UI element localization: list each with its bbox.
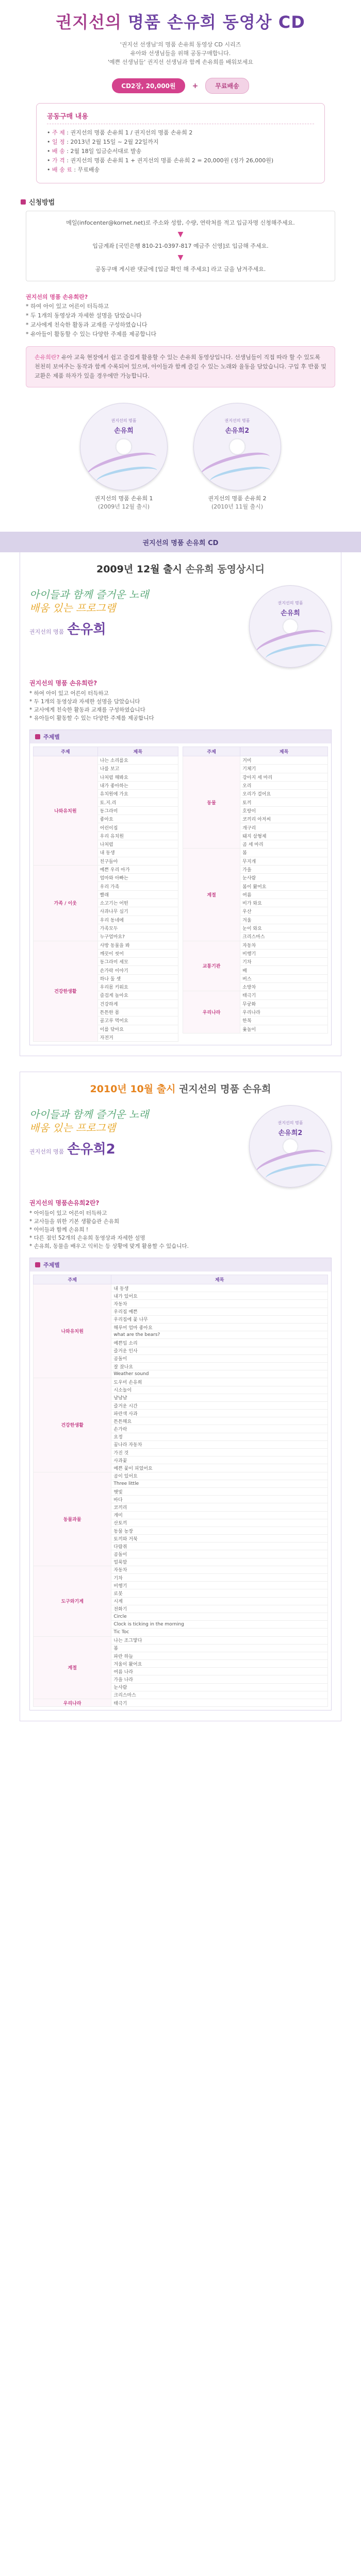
info-line: • 배 송 : 2월 18일 입금순서대로 발송 <box>47 148 142 155</box>
shipping-badge: 무료배송 <box>205 78 249 94</box>
title-cell: what are the bears? <box>111 1331 328 1339</box>
title-cell: 자동차 <box>111 1300 328 1308</box>
title-cell: 내가 있어요 <box>111 1292 328 1300</box>
table-row <box>183 849 328 857</box>
vol2-intro-list: * 아이들이 있고 어른이 터득하고 * 교사들을 위한 기본 생활습관 손유희 * 아이들과 함께 손유희 ! * 다른 점인 52개의 손유희 동영상과 자세한 설명 * 손유희, 동물을 배우고 익히는 등 상황에 맞게 활용할 수 있습니다. <box>29 1210 189 1250</box>
title-cell: 우리나라 <box>240 1008 328 1016</box>
title-cell: 크리스마스 <box>240 933 328 941</box>
product-intro <box>26 293 335 339</box>
cd-item-1 <box>75 403 173 511</box>
title-cell: 바다 <box>111 1496 328 1503</box>
notice-lead: 손유희란? <box>35 354 60 361</box>
title-cell: 기체기 <box>240 765 328 773</box>
vol1-title: 2009년 12월 출시 손유희 동영상시디 <box>96 564 265 575</box>
title-cell: 자동차 <box>111 1566 328 1573</box>
square-bullet-icon <box>35 1262 40 1267</box>
title-cell: 예쁜입 소리 <box>111 1339 328 1347</box>
table-row <box>34 756 178 765</box>
cd-caption: 권지선의 명품 손유희 2 (2010년 11월 출시) <box>208 495 267 510</box>
title-cell: 오리가 걸어요 <box>240 790 328 798</box>
vol1-hero-text <box>29 588 244 665</box>
title-cell: 어린이집 <box>97 823 178 832</box>
info-line: • 가 격 : 권지선의 명품 손유희 1 + 권지선의 명품 손유희 2 = 20,000원 (정가 26,000원) <box>47 157 274 164</box>
title-cell: 사과나무 심기 <box>97 907 178 916</box>
table-heading: 주제별 <box>30 1258 331 1272</box>
title-cell: 가족모두 <box>97 924 178 932</box>
title-cell: 꿈나라 자동차 <box>111 1440 328 1448</box>
category-cell: 가족 / 이웃 <box>34 865 98 941</box>
title-cell: 유치원에 가요 <box>97 790 178 798</box>
title-cell: 나는 소리를요 <box>97 756 178 765</box>
title-cell: 도우미 손유희 <box>111 1378 328 1386</box>
table-row <box>183 756 328 765</box>
table-row <box>34 1636 328 1644</box>
section-band: 권지선의 명품 손유희 CD <box>0 532 361 552</box>
title-cell: 우리집에 꽃 나무 <box>111 1315 328 1323</box>
title-cell: 예쁜 우리 아가 <box>97 865 178 873</box>
hero-big-title: 권지선의 명품 손유희2 <box>29 1142 116 1158</box>
title-cell: 가진 것 <box>111 1449 328 1456</box>
title-cell: 나처럼 해봐요 <box>97 773 178 781</box>
title-cell: 내가 좋아하는 <box>97 781 178 789</box>
title-cell: 건강하게 <box>97 999 178 1008</box>
title-cell: 비행기 <box>111 1582 328 1589</box>
apply-step-2: 입금계좌 [국민은행 810-21-0397-817 예금주 신영]로 입금해 주세요. <box>92 243 269 249</box>
title-cell: 우산 <box>240 907 328 916</box>
table-row <box>34 1699 328 1707</box>
plus-icon: + <box>192 81 199 90</box>
category-cell: 나와유치원 <box>34 1284 111 1378</box>
title-cell: 개구리 <box>240 823 328 832</box>
title-cell: 소방차 <box>240 983 328 991</box>
table-row <box>183 941 328 949</box>
purchase-info-heading: 공동구매 내용 <box>47 111 314 124</box>
title-cell: 자전거 <box>97 1033 178 1041</box>
intro-line: * 두 1개의 동영상과 자세한 설명을 담았습니다 <box>26 312 142 319</box>
title-cell: 강아지 세 마리 <box>240 773 328 781</box>
contents-table-left: 주제 제목 나와유치원 나는 소리를요 나를 보고 나처럼 해봐요 내가 좋아하는 유치원에 가요 토.지.리 동그라미 좋아요 어린이집 우리 유치원 나처럼 내 동생 친구들아 가족 / 이웃 예쁜 우리 아가 엄마와 아빠는 우리 가족 빨래 소고기는 어떤 사과나무 심기 우리 동네에 가족모두 누구엄마요? 건강한생활 사방 동물을 봐 깨끗이 씻어 동그라미 세모 손가락 이야기 하나 둘 셋 우리몸 키워요 즐겁게 놀아요 건강하게 튼튼한 몸 골고루 먹어요 이를 닦아요 자전거 <box>33 747 178 1042</box>
title-prefix: 권지선의 <box>56 12 122 32</box>
title-cell: 무지개 <box>240 857 328 865</box>
title-cell: 내 동생 <box>111 1284 328 1292</box>
contents-table: 주제 제목 나와유치원 내 동생 내가 있어요 자동차 우리집 예쁜 우리집에 꽃 나무 해루어 엄마 좋아요 what are the bears? 예쁜입 소리 즐거운 인사 곰돌이 잘 잤나요 Weather sound 건강한생활 도우미 손유희 시소놀이 냠냠냠 즐거운 시간 파란색 사과 튼튼해요 손가락 요정 꿈나라 자동차 가진 것 사과꽃 예쁜 꽃이 피었어요 동물과물 곰이 있어요 Three little 햇빛 바다 코끼리 개미 산토끼 동물 농장 토끼와 거북 다람쥐 곰돌이 얼룩말 도구와기계 자동차 기차 비행기 로봇 시계 전화기 Circle Clock is ticking in the morning Tic Toc 계절 나는 조그맣다 봄 파란 하늘 겨울이 왔어요 여름 나라 가을 나라 눈사람 크리스마스 우리나라 태극기 <box>33 1275 328 1707</box>
title-cell: 한복 <box>240 1016 328 1025</box>
square-bullet-icon <box>35 734 40 739</box>
title-cell: 잘 잤나요 <box>111 1362 328 1370</box>
title-cell: 코끼리 아저씨 <box>240 815 328 823</box>
title-cell: Three little <box>111 1480 328 1487</box>
title-cell: 나는 조그맣다 <box>111 1636 328 1644</box>
hero-script-line: 배움 있는 프로그램 <box>29 602 116 614</box>
title-cell: 토끼와 거북 <box>111 1535 328 1543</box>
title-cell: 빨래 <box>97 890 178 899</box>
title-cell: 햇빛 <box>111 1487 328 1495</box>
table-row <box>34 1472 328 1480</box>
cd-item-2 <box>188 403 286 511</box>
table-row <box>34 1378 328 1386</box>
title-cell: 크리스마스 <box>111 1691 328 1699</box>
cd-disc-icon: 권지선의 명품 손유희2 <box>249 1105 332 1188</box>
category-cell: 계절 <box>34 1636 111 1699</box>
title-cell: 곰 세 마리 <box>240 840 328 848</box>
title-cell: 토끼 <box>240 798 328 806</box>
title-cell: 동그라미 <box>97 806 178 815</box>
title-cell: 가을 <box>240 865 328 873</box>
category-cell: 동물 <box>183 756 240 849</box>
vol1-intro-list: * 하여 아이 있고 어른이 터득하고 * 두 1개의 동영상과 자세한 설명을 담았습니다 * 교사에게 친숙한 활동과 교재를 구성하였습니다 * 유아들이 활동할 수 있는 다양한 주제를 제공합니다 <box>29 690 154 721</box>
apply-steps-box <box>26 211 335 281</box>
table-row <box>34 865 178 873</box>
title-cell: 눈사람 <box>240 874 328 882</box>
table-row <box>34 1284 328 1292</box>
title-cell: 엄마와 아빠는 <box>97 874 178 882</box>
title-cell: 친구들아 <box>97 857 178 865</box>
title-cell: 버스 <box>240 974 328 982</box>
title-cell: 내 동생 <box>97 849 178 857</box>
title-cell: 즐거운 인사 <box>111 1347 328 1354</box>
table-row <box>183 991 328 999</box>
title-cell: 냠냠냠 <box>111 1394 328 1401</box>
title-cell: 다람쥐 <box>111 1543 328 1550</box>
title-cell: 자동차 <box>240 941 328 949</box>
title-cell: 우리집 예쁜 <box>111 1308 328 1315</box>
title-cell: 우리 동네에 <box>97 916 178 924</box>
title-cell: 파란 하늘 <box>111 1652 328 1659</box>
title-cell: 사과꽃 <box>111 1456 328 1464</box>
info-line: • 일 정 : 2013년 2월 15일 ~ 2월 22일까지 <box>47 139 159 145</box>
category-cell: 나와유치원 <box>34 756 98 866</box>
cd-disc-icon: 권지선의 명품 손유희 <box>249 585 332 668</box>
title-cell: 태극기 <box>240 991 328 999</box>
title-cell: 로봇 <box>111 1589 328 1597</box>
title-cell: 동그라미 세모 <box>97 958 178 966</box>
title-cell: 동물 농장 <box>111 1527 328 1534</box>
title-cell: 가을 나라 <box>111 1675 328 1683</box>
hero-description <box>0 40 361 66</box>
title-cell: 돼지 삼형제 <box>240 832 328 840</box>
category-cell: 도구와기계 <box>34 1566 111 1636</box>
vol1-hero <box>29 583 332 670</box>
category-cell: 계절 <box>183 849 240 941</box>
category-cell: 교통기관 <box>183 941 240 991</box>
title-cell: 곰이 있어요 <box>111 1472 328 1480</box>
title-cell: Weather sound <box>111 1370 328 1378</box>
title-cell: 비행기 <box>240 949 328 957</box>
title-cell: 여름 나라 <box>111 1668 328 1675</box>
vol2-intro-heading: 권지선의 명품손유희2란? <box>29 1199 100 1207</box>
title-cell: Clock is ticking in the morning <box>111 1621 328 1629</box>
title-cell: 이를 닦아요 <box>97 1025 178 1033</box>
title-main: 명품 손유희 동영상 CD <box>128 12 305 32</box>
title-cell: 얼룩말 <box>111 1558 328 1566</box>
title-cell: 튼튼해요 <box>111 1417 328 1425</box>
title-cell: 우리 유치원 <box>97 832 178 840</box>
cd-row <box>0 403 361 511</box>
title-cell: 곰돌이 <box>111 1550 328 1558</box>
title-cell: 눈사람 <box>111 1683 328 1691</box>
page-title <box>0 0 361 33</box>
title-cell: 봄 <box>111 1644 328 1652</box>
title-cell: 즐겁게 놀아요 <box>97 991 178 999</box>
notice-box <box>26 346 335 387</box>
title-cell: 튼튼한 몸 <box>97 1008 178 1016</box>
title-cell: 소고기는 어떤 <box>97 899 178 907</box>
title-cell: 시계 <box>111 1597 328 1605</box>
info-line: • 주 제 : 권지선의 명품 손유희 1 / 권지선의 명품 손유희 2 <box>47 129 193 136</box>
vol2-hero <box>29 1103 332 1190</box>
desc-line: '권지선 선생님'의 명품 손유희 동영상 CD 시리즈 <box>120 41 241 48</box>
apply-step-1: 메일(infocenter@kornet.net)로 주소와 성함, 수량, 연락처를 적고 입금자명 신청해주세요. <box>66 219 295 226</box>
category-cell: 건강한생활 <box>34 1378 111 1472</box>
notice-text: 유아 교육 현장에서 쉽고 즐겁게 활용할 수 있는 손유희 동영상입니다. 선생님들이 직접 따라 할 수 있도록 천천히 보여주는 동작과 함께 수록되어 있으며, 아이들과 함께 즐길 수 있는 노래와 율동을 담았습니다. 구입 후 반품 및 교환은 제품 하자가 있을 경우에만 가능합니다. <box>35 354 326 379</box>
title-cell: 시소놀이 <box>111 1386 328 1394</box>
title-cell: 오리 <box>240 781 328 789</box>
title-cell: 예쁜 꽃이 피었어요 <box>111 1464 328 1472</box>
title-cell: 우리몸 키워요 <box>97 983 178 991</box>
intro-line: * 하여 아이 있고 어른이 터득하고 <box>26 303 109 310</box>
apply-step-3: 공동구매 게시판 댓글에 [입금 확인 해 주세요] 라고 글을 남겨주세요. <box>95 266 266 273</box>
apply-heading: 신청방법 <box>21 197 361 207</box>
title-cell: 겨울 <box>240 916 328 924</box>
title-cell: 거미 <box>240 756 328 765</box>
hero-script-line: 아이들과 함께 즐거운 노래 <box>29 1108 149 1121</box>
title-cell: Circle <box>111 1613 328 1620</box>
title-cell: 기차 <box>111 1574 328 1582</box>
hero-script-line: 배움 있는 프로그램 <box>29 1122 116 1134</box>
price-row <box>0 78 361 94</box>
title-cell: 봄이 왔어요 <box>240 882 328 890</box>
vol1-panel <box>20 552 341 1056</box>
category-cell: 동물과물 <box>34 1472 111 1566</box>
title-cell: 사방 동물을 봐 <box>97 941 178 949</box>
vol2-title: 2010년 10월 출시 권지선의 명품 손유희 <box>90 1083 271 1095</box>
hero-script-line: 아이들과 함께 즐거운 노래 <box>29 588 149 601</box>
square-bullet-icon <box>21 199 26 205</box>
title-cell: 태극기 <box>111 1699 328 1707</box>
table-heading: 주제별 <box>30 730 331 743</box>
title-cell: 나처럼 <box>97 840 178 848</box>
title-cell: 전화기 <box>111 1605 328 1613</box>
contents-table-right: 주제 제목 동물 거미 기체기 강아지 세 마리 오리 오리가 걸어요 토끼 호랑이 코끼리 아저씨 개구리 돼지 삼형제 곰 세 마리 계절 봄 무지개 가을 눈사람 봄이 왔어요 여름 비가 와요 우산 겨울 눈이 와요 크리스마스 교통기관 자동차 비행기 기차 배 버스 소방차 우리나라 태극기 무궁화 우리나라 한복 윷놀이 <box>183 747 328 1033</box>
title-cell: 겨울이 왔어요 <box>111 1660 328 1668</box>
desc-line: '예쁜 선생님들' 권지선 선생님과 함께 손유희를 배워보세요 <box>107 59 254 65</box>
title-cell: 산토끼 <box>111 1519 328 1527</box>
title-cell: 누구엄마요? <box>97 933 178 941</box>
title-cell: 눈이 와요 <box>240 924 328 932</box>
product-intro-heading: 권지선의 명품 손유희란? <box>26 294 88 300</box>
title-cell: 배 <box>240 966 328 974</box>
title-cell: 개미 <box>111 1511 328 1519</box>
intro-line: * 교사에게 친숙한 활동과 교재를 구성하였습니다 <box>26 321 147 328</box>
title-cell: 봄 <box>240 849 328 857</box>
vol2-hero-text <box>29 1108 244 1185</box>
arrow-down-icon: ▼ <box>177 253 184 262</box>
title-cell: 손가락 <box>111 1425 328 1433</box>
price-badge: CD2장, 20,000원 <box>112 78 185 93</box>
cd-disc-icon: 권지선의 명품 손유희2 <box>193 403 281 490</box>
title-cell: 요정 <box>111 1433 328 1440</box>
title-cell: Tic Toc <box>111 1629 328 1636</box>
title-cell: 곰돌이 <box>111 1354 328 1362</box>
title-cell: 비가 와요 <box>240 899 328 907</box>
vol2-contents-table <box>29 1258 332 1710</box>
title-cell: 우리 가족 <box>97 882 178 890</box>
cd-disc-icon: 권지선의 명품 손유희 <box>80 403 168 490</box>
title-cell: 여름 <box>240 890 328 899</box>
title-cell: 코끼리 <box>111 1503 328 1511</box>
vol2-panel <box>20 1072 341 1721</box>
title-cell: 깨끗이 씻어 <box>97 949 178 957</box>
purchase-info-box <box>36 103 325 183</box>
table-row <box>34 941 178 949</box>
title-cell: 좋아요 <box>97 815 178 823</box>
title-cell: 하나 둘 셋 <box>97 974 178 982</box>
arrow-down-icon: ▼ <box>177 230 184 239</box>
title-cell: 손가락 이야기 <box>97 966 178 974</box>
title-cell: 나를 보고 <box>97 765 178 773</box>
title-cell: 골고루 먹어요 <box>97 1016 178 1025</box>
cd-caption: 권지선의 명품 손유희 1 (2009년 12월 출시) <box>94 495 153 510</box>
title-cell: 호랑이 <box>240 806 328 815</box>
title-cell: 즐거운 시간 <box>111 1401 328 1409</box>
vol1-intro-heading: 권지선의 명품 손유희란? <box>29 680 97 687</box>
hero-big-title: 권지선의 명품 손유희 <box>29 622 106 637</box>
category-cell: 우리나라 <box>183 991 240 1033</box>
title-cell: 토.지.리 <box>97 798 178 806</box>
category-cell: 우리나라 <box>34 1699 111 1707</box>
title-cell: 무궁화 <box>240 999 328 1008</box>
category-cell: 건강한생활 <box>34 941 98 1042</box>
title-cell: 파란색 사과 <box>111 1410 328 1417</box>
vol1-contents-table <box>29 730 332 1045</box>
title-cell: 기차 <box>240 958 328 966</box>
title-cell: 윷놀이 <box>240 1025 328 1033</box>
intro-line: * 유아들이 활동할 수 있는 다양한 주제를 제공합니다 <box>26 331 157 337</box>
desc-line: 유아와 선생님들을 위해 공동구매합니다. <box>130 50 231 57</box>
table-row <box>34 1566 328 1573</box>
title-cell: 해루어 엄마 좋아요 <box>111 1324 328 1331</box>
info-line: • 배 송 료 : 무료배송 <box>47 166 100 173</box>
